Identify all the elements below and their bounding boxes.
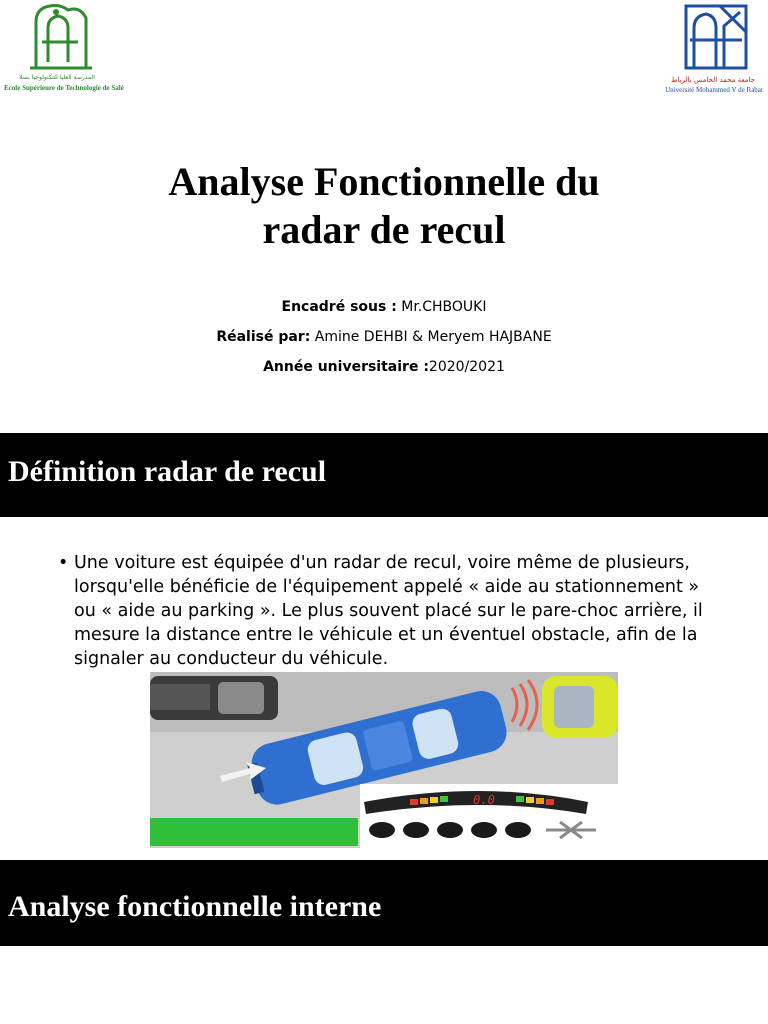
sensor-display-reading: 0.0 (473, 793, 495, 807)
year-line (0, 359, 768, 375)
university-emblem-icon (660, 0, 768, 76)
university-name-french: Université Mohammed V de Rabat (665, 86, 763, 94)
supervisor-label: Encadré sous : (281, 299, 397, 315)
section-heading-definition (0, 433, 768, 517)
page-title (60, 158, 708, 254)
university-logo (660, 0, 768, 100)
lawn-strip (150, 818, 358, 846)
section-heading-internal-analysis-text: Analyse fonctionnelle interne (8, 890, 382, 923)
school-name-arabic: المدرسة العليا للتكنولوجيا بسلا (19, 74, 95, 81)
supervisor-line (0, 299, 768, 315)
supervisor-value: Mr.CHBOUKI (396, 299, 487, 315)
page-title-line-1: Analyse Fonctionnelle du (168, 159, 600, 204)
bullet-point: • (58, 553, 69, 573)
year-label: Année universitaire : (263, 359, 429, 375)
authors-line (0, 329, 768, 345)
school-name-french: Ecole Supérieure de Technologie de Salé (4, 84, 124, 92)
section-heading-definition-text: Définition radar de recul (8, 455, 327, 488)
school-logo (2, 2, 124, 94)
definition-text: Une voiture est équipée d'un radar de recul, voire même de plusieurs, lorsqu'elle bénéficie de l'équipement appelé « aide au stationnement » ou « aide au parking ». Le plus souvent placé sur le pare-choc arrière, il mesure la distance entre le véhicule et un éventuel obstacle, afin de la signaler au conducteur du véhicule. (74, 553, 703, 669)
page-title-line-2: radar de recul (262, 207, 506, 252)
year-value: 2020/2021 (428, 359, 505, 375)
definition-bullet (58, 551, 720, 671)
school-emblem-icon (2, 2, 110, 74)
parked-car-left (150, 676, 278, 720)
authors-value: Amine DEHBI & Meryem HAJBANE (310, 329, 552, 345)
obstacle-car-right (542, 676, 618, 738)
university-name-arabic: جامعة محمد الخامس بالرباط (670, 76, 756, 84)
section-heading-internal-analysis (0, 860, 768, 946)
authors-label: Réalisé par: (216, 329, 311, 345)
parking-sensor-illustration (150, 672, 618, 848)
